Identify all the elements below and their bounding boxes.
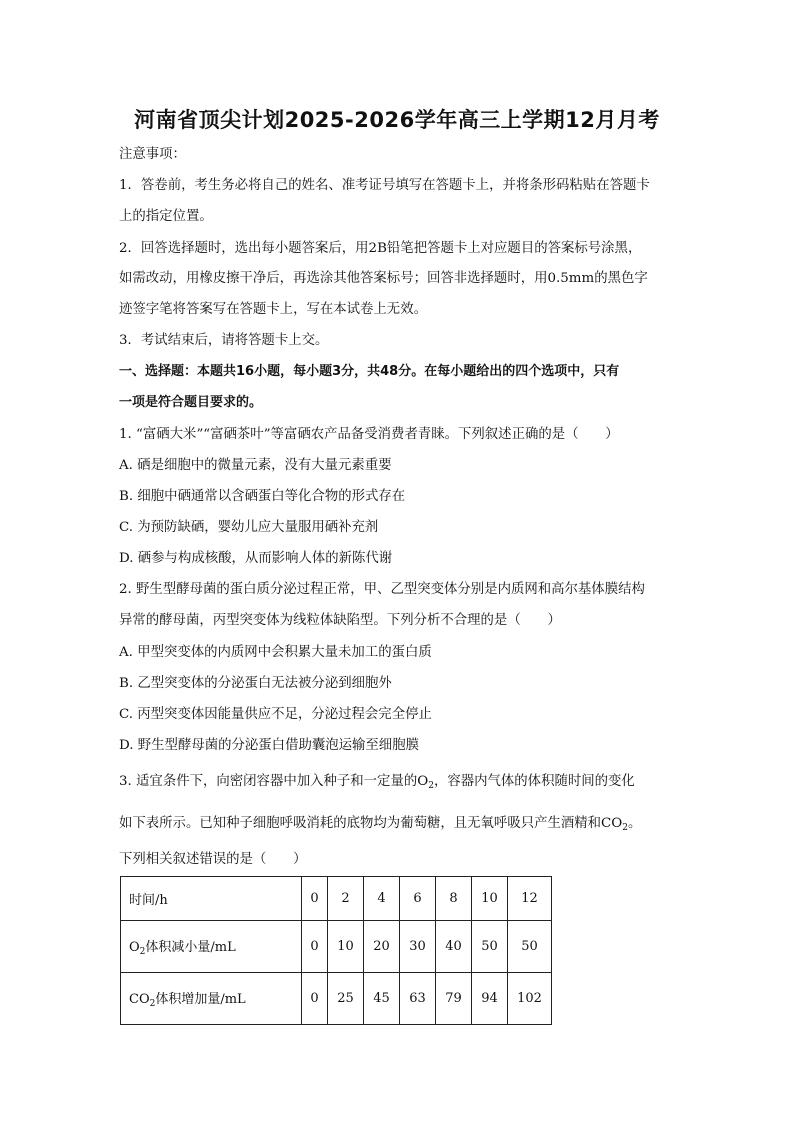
question-1-option-c: C. 为预防缺硒，婴幼儿应大量服用硒补充剂 [119, 520, 379, 535]
table-cell: 10 [472, 877, 508, 921]
table-row-time [121, 877, 552, 921]
table-cell: 8 [436, 877, 472, 921]
question-1-option-a: A. 硒是细胞中的微量元素，没有大量元素重要 [119, 458, 392, 473]
table-cell: 6 [400, 877, 436, 921]
table-row-label-carbon-dioxide [121, 973, 302, 1025]
question-1-option-d: D. 硒参与构成核酸，从而影响人体的新陈代谢 [119, 551, 393, 566]
question-2-option-a: A. 甲型突变体的内质网中会积累大量未加工的蛋白质 [119, 645, 432, 660]
table-cell: 20 [364, 921, 400, 973]
table-cell: 63 [400, 973, 436, 1025]
oxygen-subscript: 2 [428, 781, 434, 791]
notice-item-1-line-2: 上的指定位置。 [119, 209, 213, 224]
table-cell: 4 [364, 877, 400, 921]
table-row-label-oxygen [121, 921, 302, 973]
question-2-stem-line-2: 异常的酵母菌，丙型突变体为线粒体缺陷型。下列分析不合理的是（ ） [119, 613, 561, 628]
question-2-option-b: B. 乙型突变体的分泌蛋白无法被分泌到细胞外 [119, 676, 392, 691]
table-cell: 0 [302, 921, 328, 973]
table-cell: 50 [472, 921, 508, 973]
row-label-tail: 体积增加量/mL [155, 992, 246, 1007]
notice-heading: 注意事项： [119, 147, 186, 162]
table-cell: 94 [472, 973, 508, 1025]
page-title: 河南省顶尖计划2025-2026学年高三上学期12月月考 [134, 108, 660, 132]
table-cell: 12 [508, 877, 552, 921]
question-3-stem-line-1 [119, 773, 635, 795]
row-label-subscript: 2 [139, 947, 146, 957]
table-row-oxygen [121, 921, 552, 973]
table-cell: 0 [302, 973, 328, 1025]
notice-item-2-line-3: 迹签字笔将答案写在答题卡上，写在本试卷上无效。 [119, 302, 427, 317]
table-cell: 30 [400, 921, 436, 973]
row-label-text: O [129, 940, 140, 955]
table-cell: 45 [364, 973, 400, 1025]
section-heading-line-2: 一项是符合题目要求的。 [119, 395, 263, 410]
question-1-option-b: B. 细胞中硒通常以含硒蛋白等化合物的形式存在 [119, 489, 406, 504]
question-2-option-d: D. 野生型酵母菌的分泌蛋白借助囊泡运输至细胞膜 [119, 738, 419, 753]
gas-volume-table [120, 876, 552, 1025]
table-cell: 0 [302, 877, 328, 921]
carbon-dioxide-subscript: 2 [622, 823, 629, 833]
table-cell: 25 [328, 973, 364, 1025]
table-cell: 102 [508, 973, 552, 1025]
question-2-stem-line-1: 2. 野生型酵母菌的蛋白质分泌过程正常，甲、乙型突变体分别是内质网和高尔基体膜结构 [119, 582, 645, 597]
table-row-carbon-dioxide [121, 973, 552, 1025]
row-label-tail: 体积减小量/mL [145, 940, 236, 955]
row-label-subscript: 2 [149, 999, 156, 1009]
table-cell: 50 [508, 921, 552, 973]
question-3-stem-line-3: 下列相关叙述错误的是（ ） [119, 852, 307, 867]
notice-item-3: 3．考试结束后，请将答题卡上交。 [119, 333, 329, 348]
section-heading-line-1: 一、选择题：本题共16小题，每小题3分，共48分。在每小题给出的四个选项中，只有 [119, 364, 620, 379]
question-2-option-c: C. 丙型突变体因能量供应不足，分泌过程会完全停止 [119, 707, 432, 722]
notice-item-2-line-1: 2．回答选择题时，选出每小题答案后，用2B铅笔把答题卡上对应题目的答案标号涂黑， [119, 241, 642, 256]
notice-item-2-line-2: 如需改动，用橡皮擦干净后，再选涂其他答案标号；回答非选择题时，用0.5mm的黑色字 [119, 271, 648, 286]
question-3-stem-line-1-tail: ，容器内气体的体积随时间的变化 [433, 774, 635, 789]
table-cell: 40 [436, 921, 472, 973]
row-label-text: CO [129, 992, 150, 1007]
question-3-stem-line-2 [119, 815, 641, 837]
table-cell: 79 [436, 973, 472, 1025]
question-3-stem-line-2-text: 如下表所示。已知种子细胞呼吸消耗的底物均为葡萄糖，且无氧呼吸只产生酒精和CO [119, 816, 623, 831]
question-3-stem-line-1-text: 3. 适宜条件下，向密闭容器中加入种子和一定量的O [119, 774, 429, 789]
table-cell: 2 [328, 877, 364, 921]
table-cell: 10 [328, 921, 364, 973]
question-1-stem: 1. “富硒大米”“富硒茶叶”等富硒农产品备受消费者青睐。下列叙述正确的是（ ） [119, 427, 619, 442]
table-header-time: 时间/h [121, 877, 302, 921]
question-3-stem-line-2-tail: 。 [628, 816, 642, 831]
notice-item-1-line-1: 1．答卷前，考生务必将自己的姓名、准考证号填写在答题卡上，并将条形码粘贴在答题卡 [119, 178, 650, 193]
